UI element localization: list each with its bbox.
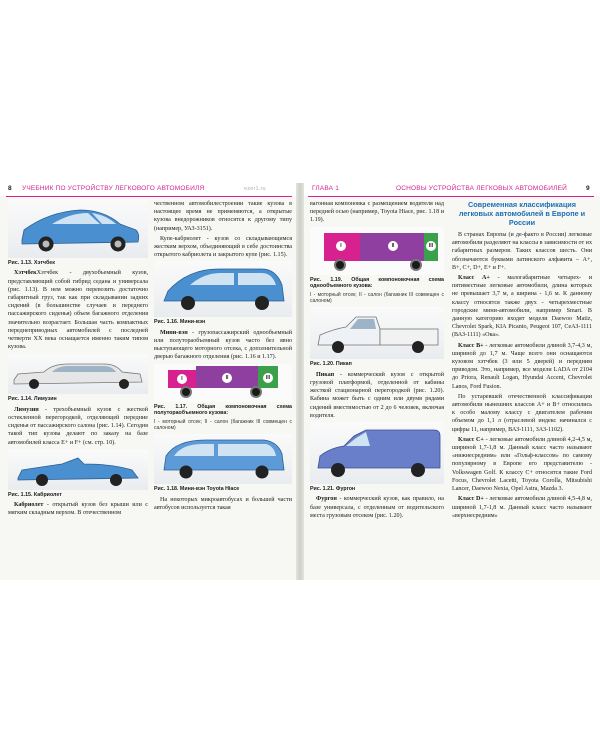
hatchback-text: Хэтчбек - двухобъемный кузов, представляющий собой гибрид седана и универсала (рис. 1.13). В нем можно перевозить достаточно габаритный груз, так как при складывании задних сидений (в большинстве случаев и переднего пассажирского сиденья) объем багажного отделения значительно возрастает. Большая часть компактных переднеприводных автомобилей с последней четверти XX века оснащается именно таким типом кузова. (8, 270, 148, 351)
class-d-paragraph (452, 495, 592, 520)
class-b-term: Класс B+ (458, 342, 484, 349)
figure-1-15-cabriolet (8, 450, 148, 490)
van-car-icon (310, 422, 444, 484)
classification-intro: В странах Европы (и де-факто в России) легковые автомобили разделяют на классы в зависимости от их габаритных размеров. Таких классов шесть. Они обозначаются буквами латинского алфавита – A+, B+, C+, D+, E+ и F+. (452, 232, 592, 271)
limousine-car-icon (8, 354, 148, 394)
caption-fig-1-17: Рис. 1.17. Общая компоновочная схема полуторaобъемного кузова: (154, 403, 292, 417)
column-3 (310, 200, 444, 522)
pickup-text: - коммерческий кузов с открытой грузовой платформой, отделенной от кабины жесткой стационарной перегородкой (рис. 1.20). Кабина может быть с одним или двумя рядами сидений вместимостью от 2 до 6 человек, включая водителя. (310, 371, 444, 419)
layout-continued: вагонная компоновка с размещением водителя над передней осью (например, Toyota Hiace, рис. 1.18 и 1.19). (310, 201, 444, 224)
class-b-paragraph (452, 342, 592, 391)
minivan-text: - грузопассажирский однообъемный или полуторaобъемный кузов часто без явно выступающего моторного отсека, с дополнительной дверью багажного отделения (рис. 1.16 и 1.17). (154, 329, 292, 361)
caption-fig-1-20: Рис. 1.20. Пикап (310, 361, 352, 368)
cabriolet-text: - открытый кузов без крыши или с мягким складным верхом. В отечественном (8, 502, 148, 517)
figure-1-18-toyota-hiace (154, 434, 292, 484)
legend-fig-1-17: I - моторный отсек; II - салон (багажник III совмещен с салоном) (154, 419, 292, 432)
column-4 (452, 200, 592, 522)
right-page-number: 9 (586, 185, 590, 192)
schematic-label-2: II (222, 373, 232, 383)
schematic-label-2: II (388, 241, 398, 251)
hatchback-car-icon (8, 200, 148, 258)
cabriolet-term: Кабриолет (14, 502, 44, 509)
book-gutter (296, 183, 304, 580)
caption-fig-1-19: Рис. 1.19. Общая компоновочная схема однообъемного кузова: (310, 276, 444, 290)
left-page-header (0, 183, 296, 196)
soviet-classification-paragraph: По устаревшей отечественной классификации автомобили нынешних классов A+ и B+ относились к особо малому классу с двигателем рабочим объемом до 1,1 л (отраслевой индекс начинался с цифры 11, например, ВАЗ-1111, ЗАЗ-1102). (452, 393, 592, 433)
pickup-paragraph (310, 371, 444, 420)
chapter-label: ГЛАВА 1 (312, 185, 340, 192)
right-header-rule (308, 196, 594, 197)
schematic-label-3: III (263, 373, 273, 383)
schematic-label-1: I (177, 374, 187, 384)
class-c-paragraph (452, 436, 592, 493)
limousine-text: - трехобъемный кузов с жесткой остекленной перегородкой, отделяющей передние сиденья от пассажирского салона (рис. 1.14). Сегодня такой тип кузова делают по заказу на базе автомобилей класса E+ и F+ (см. стр. 10). (8, 406, 148, 446)
limousine-term: Лимузин (14, 406, 39, 413)
figure-1-21-van (310, 422, 444, 484)
class-d-text: - легковые автомобили длиной 4,5-4,8 м, шириной 1,7-1,8 м. Данный класс часто называют «верхнесредним» (452, 496, 592, 519)
cabriolet-car-icon (8, 450, 148, 490)
minivan-car-icon (154, 261, 292, 317)
caption-fig-1-18: Рис. 1.18. Мини-вэн Toyota Hiace (154, 486, 240, 493)
minivan-term: Мини-вэн (160, 329, 188, 336)
limousine-paragraph (8, 406, 148, 447)
cabriolet-continued: чественном автомобилестроении такие кузова в настоящее время не применяются, а открытые кузова внедорожников относятся к другому типу (например, УАЗ-3151). (154, 201, 292, 232)
hatchback-term: Хэтчбек (14, 270, 37, 277)
toyota-hiace-icon (154, 434, 292, 484)
left-page-number: 8 (8, 185, 12, 192)
van-text: - коммерческий кузов, как правило, на базе универсала, с отделенным от водительского места грузовым отсеком (рис. 1.20). (310, 496, 444, 519)
coupe-paragraph: Купе-кабриолет - кузов со складывающимся жестким верхом, объединяющий в себе достоинства открытого кабриолета и закрытого купе (рис. 1.15). (154, 235, 292, 259)
caption-fig-1-21: Рис. 1.21. Фургон (310, 486, 356, 493)
schematic-rear-wheel (410, 259, 422, 271)
left-site-mark: ezer1.ru (244, 186, 266, 192)
caption-fig-1-14: Рис. 1.14. Лимузин (8, 396, 57, 403)
hatchback-paragraph (8, 269, 148, 351)
caption-fig-1-16: Рис. 1.16. Мини-вэн (154, 319, 206, 326)
class-c-term: Класс C+ (458, 436, 484, 443)
class-a-term: Класс A+ (458, 275, 490, 282)
minivan-paragraph (154, 329, 292, 362)
class-a-paragraph (452, 274, 592, 340)
section-heading: Современная классификация легковых автомобилей в Европе и России (458, 200, 586, 227)
figure-1-16-minivan (154, 261, 292, 317)
cabriolet-paragraph (8, 501, 148, 517)
schematic-front-wheel (334, 259, 346, 271)
van-paragraph (310, 495, 444, 520)
right-running-title: ОСНОВЫ УСТРОЙСТВА ЛЕГКОВЫХ АВТОМОБИЛЕЙ (396, 185, 567, 192)
class-c-text: - легковые автомобили длиной 4,2-4,5 м, шириной 1,7-1,8 м. Данный класс часто называют «нижнесредним» или «Гольф-классом» по самому популярному в Европе его представителю - Volkswagen Golf. К классу C+ относятся такие Ford Focus, Chevrolet Lacetti, Toyota Corolla, Mitsubishi Lancer, Daewoo Nexia, Opel Astra, Mazda 3. (452, 436, 592, 493)
van-term: Фургон (316, 496, 337, 503)
schematic-label-1: I (336, 241, 346, 251)
column-1 (8, 200, 148, 520)
schematic-rear-wheel (250, 386, 262, 398)
figure-1-14-limousine (8, 354, 148, 394)
pickup-term: Пикап (316, 371, 335, 378)
minibus-paragraph: На некоторых микроавтобусах и большей части автобусов используется такая (154, 496, 292, 512)
caption-fig-1-15: Рис. 1.15. Кабриолет (8, 491, 62, 498)
caption-fig-1-13: Рис. 1.13. Хэтчбек (8, 260, 55, 266)
schematic-front-wheel (180, 386, 192, 398)
left-header-rule (6, 196, 292, 197)
figure-1-20-pickup (310, 307, 444, 359)
pickup-car-icon (310, 307, 444, 359)
class-a-text: - малогабаритные четырех- и пятиместные легковые автомобили, длина которых не превышает 3,7 м, а ширина - 1,6 м. К данному классу относятся также двух - четырехместные городские мини-автомобили, например Smart. В данную категорию входят модели Daewoo Matiz, Chevrolet Spark, KIA Picanto, Peugeot 107, СеАЗ-1111 (ВАЗ-1111) «Ока». (452, 275, 592, 339)
legend-fig-1-19: I - моторный отсек; II - салон (багажник III совмещен с салоном) (310, 292, 444, 305)
figure-1-13-hatchback (8, 200, 148, 258)
right-page-header (304, 183, 600, 196)
class-b-text: - легковые автомобили длиной 3,7-4,3 м, шириной до 1,7 м. Чаще всего они оснащаются кузовом хэтчбек (3 или 5 дверей) и передним приводом. Это, например, все модели LADA от 2104 до Priora, Renault Logan, Hyundai Accent, Chevrolet Lanos, Ford Fusion. (452, 342, 592, 390)
schematic-label-3: III (426, 241, 436, 251)
column-2 (154, 200, 292, 514)
figure-1-19-schematic (310, 227, 444, 275)
left-running-title: УЧЕБНИК ПО УСТРОЙСТВУ ЛЕГКОВОГО АВТОМОБИЛЯ (22, 185, 205, 192)
figure-1-17-schematic (154, 364, 292, 402)
class-d-term: Класс D+ (458, 496, 484, 503)
